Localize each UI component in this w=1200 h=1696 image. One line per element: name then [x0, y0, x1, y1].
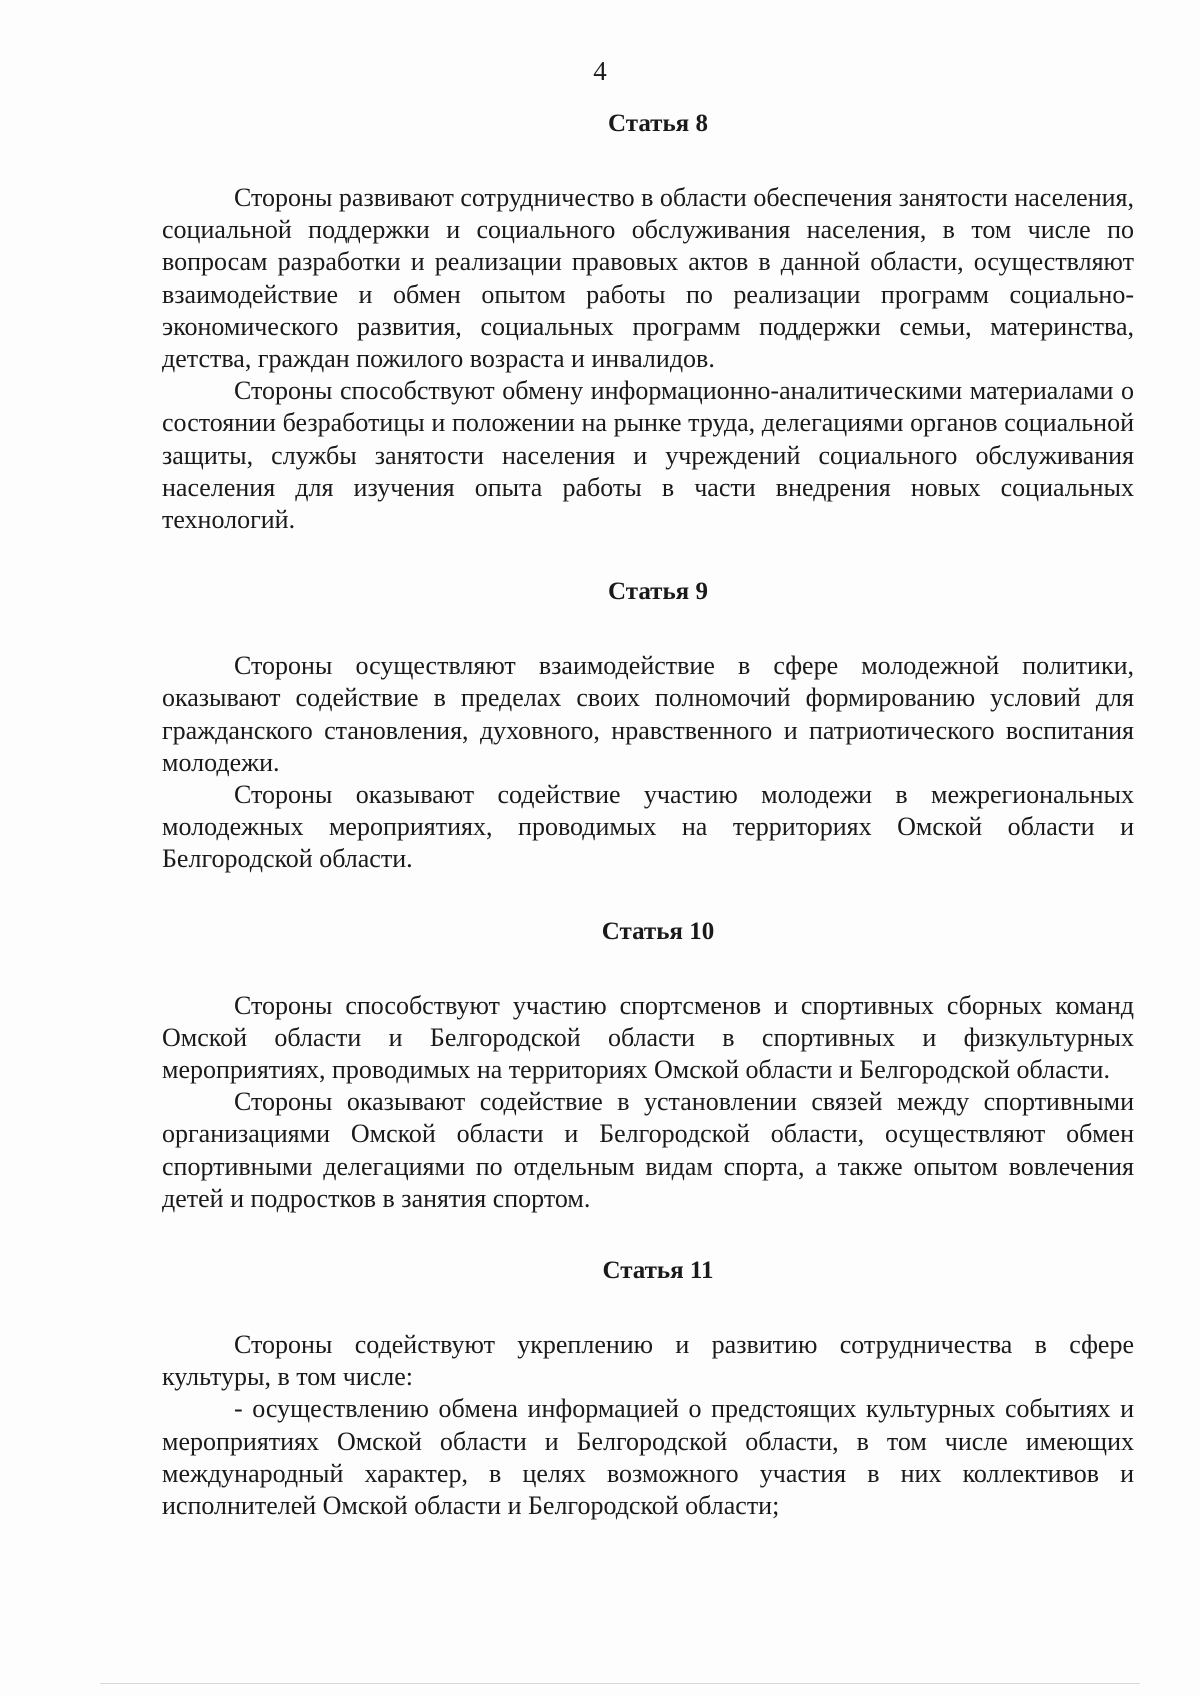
- article-11: [162, 1255, 1134, 1522]
- paragraph: Стороны способствуют обмену информационно-аналитическими материалами о состоянии безработицы и положении на рынке труда, делегациями органов социальной защиты, службы занятости населения и учреждений социального обслуживания населения для изучения опыта работы в части внедрения новых социальных технологий.: [162, 376, 1134, 535]
- article-8: [162, 108, 1134, 536]
- paragraph: Стороны развивают сотрудничество в области обеспечения занятости населения, социальной поддержки и социального обслуживания населения, в том числе по вопросам разработки и реализации правовых актов в данной области, осуществляют взаимодействие и обмен опытом работы по реализации программ социально-экономического развития, социальных программ поддержки семьи, материнства, детства, граждан пожилого возраста и инвалидов.: [162, 183, 1134, 374]
- article-heading: Статья 8: [608, 110, 708, 137]
- paragraph: Стороны способствуют участию спортсменов и спортивных сборных команд Омской области и Белгородской области в спортивных и физкультурных мероприятиях, проводимых на территориях Омской области и Белгородской области.: [162, 990, 1134, 1085]
- paragraph: Стороны оказывают содействие участию молодежи в межрегиональных молодежных мероприятиях, проводимых на территориях Омской области и Белгородской области.: [162, 780, 1134, 874]
- article-heading: Статья 9: [608, 578, 708, 606]
- document-body: [162, 108, 1134, 1562]
- article-9: [162, 576, 1134, 875]
- paragraph: - осуществлению обмена информацией о предстоящих культурных событиях и мероприятиях Омской области и Белгородской области, в том числе имеющих международный характер, в целях возможного участия в них коллективов и исполнителей Омской области и Белгородской области;: [162, 1394, 1134, 1521]
- article-heading: Статья 11: [602, 1257, 714, 1285]
- paragraph: Стороны осуществляют взаимодействие в сфере молодежной политики, оказывают содействие в пределах своих полномочий формированию условий для гражданского становления, духовного, нравственного и патриотического воспитания молодежи.: [162, 651, 1134, 777]
- page-bottom-rule: [100, 1683, 1140, 1684]
- page-number: 4: [593, 56, 607, 86]
- paragraph: Стороны содействуют укреплению и развитию сотрудничества в сфере культуры, в том числе:: [162, 1330, 1134, 1392]
- paragraph: Стороны оказывают содействие в установлении связей между спортивными организациями Омской области и Белгородской области, осуществляют обмен спортивными делегациями по отдельным видам спорта, а также опытом вовлечения детей и подростков в занятия спортом.: [162, 1087, 1134, 1213]
- article-heading: Статья 10: [601, 917, 715, 945]
- article-10: [162, 916, 1134, 1215]
